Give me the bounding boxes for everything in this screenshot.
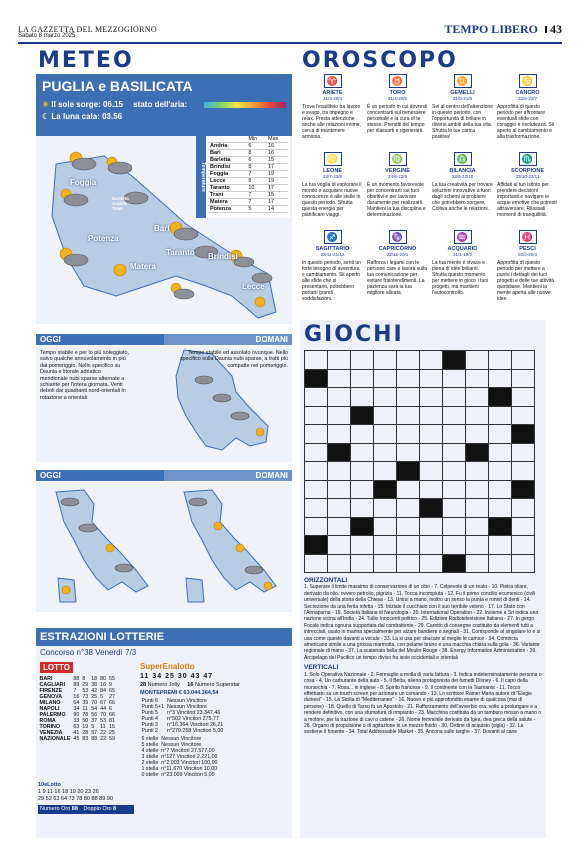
sign-name: SAGITTARIO	[315, 246, 350, 252]
zodiac-icon: ♋	[519, 74, 537, 88]
sign-card	[367, 74, 428, 150]
lotto-logo: LOTTO	[40, 662, 73, 673]
sign-text: Sei al centro dell'attenzione in questo periodo, con l'opportunità di brillare in diversi ambiti della tua vita. Sfrutta le tue carica positiva!	[432, 104, 493, 140]
zodiac-icon: ♑	[389, 230, 407, 244]
paper-name: LA GAZZETTA DEL MEZZOGIORNO	[18, 25, 157, 34]
masthead	[18, 22, 562, 40]
crossword-cell[interactable]	[373, 369, 397, 389]
crossword-cell[interactable]	[465, 498, 489, 518]
crossword-grid	[304, 350, 534, 572]
crossword-black-cell	[442, 554, 466, 574]
temp-row: Foggia 7 19	[208, 171, 288, 178]
crossword-cell[interactable]	[304, 424, 328, 444]
crossword-cell[interactable]	[488, 461, 512, 481]
sign-card	[432, 152, 493, 228]
lotterie-box	[36, 628, 292, 838]
zodiac-icon: ♎	[454, 152, 472, 166]
crossword-cell[interactable]	[304, 517, 328, 537]
crossword-black-cell	[327, 443, 351, 463]
crossword-cell[interactable]	[511, 387, 535, 407]
crossword-black-cell	[304, 535, 328, 555]
crossword-cell[interactable]	[350, 535, 374, 555]
crossword-cell[interactable]	[304, 387, 328, 407]
tomorrow-forecast-text: Tempo stabile ed assolato ovunque. Nello specifico sulla Daunia nubi sparse, a tratti più compatte nel pomeriggio.	[179, 350, 288, 369]
verticali-title: VERTICALI	[304, 664, 339, 672]
crossword-cell[interactable]	[373, 424, 397, 444]
sign-name: TORO	[389, 90, 406, 96]
sign-date: 23/7-23/8	[322, 174, 342, 179]
tomorrow-label: DOMANI	[255, 335, 288, 344]
italy-map-today	[36, 482, 164, 612]
crossword-cell[interactable]	[465, 424, 489, 444]
italy-map-top	[36, 346, 292, 462]
crossword-cell[interactable]	[396, 535, 420, 555]
clues	[304, 578, 542, 736]
crossword-cell[interactable]	[396, 554, 420, 574]
concorso: Concorso n°38 Venerdì 7/3	[40, 648, 137, 657]
italy-today-label: OGGI	[40, 471, 61, 480]
sign-text: La tua voglia di esplorare il mondo e acquisire nuove conoscenze è alle stelle in questo periodo. Sfrutta questa energia per pianificare viaggi.	[302, 182, 362, 218]
crossword-cell[interactable]	[327, 554, 351, 574]
crossword-cell[interactable]	[511, 369, 535, 389]
crossword-cell[interactable]	[511, 517, 535, 537]
crossword-cell[interactable]	[419, 461, 443, 481]
meteo-title: METEO	[38, 48, 134, 73]
crossword-cell[interactable]	[304, 498, 328, 518]
prize-table: Punti 6 Nessun Vincitore Punti 5+1 Nessun Vincitore Punti 5 n°3 Vincitori 23.347,46 Punti 4 n°502 Vincitori 275,77 Punti 3 n°16.364 Vincitori 26,21 Punti 2 n°279.258 Vincitori 5,00	[141, 698, 224, 734]
crossword-cell[interactable]	[488, 369, 512, 389]
crossword-black-cell	[465, 443, 489, 463]
crossword-cell[interactable]	[350, 461, 374, 481]
wheel-row: CAGLIARI 89 29 38 16 9	[39, 682, 112, 688]
crossword-cell[interactable]	[396, 443, 420, 463]
sign-name: VERGINE	[385, 168, 410, 174]
sign-date: 21/3-20/4	[322, 96, 342, 101]
crossword-cell[interactable]	[419, 480, 443, 500]
crossword-cell[interactable]	[327, 535, 351, 555]
crossword-cell[interactable]	[465, 406, 489, 426]
today-forecast-text: Tempo stabile e per lo più soleggiato, salvo qualche annuvolamento in più dal pomeriggio. Nello specifico su Daunia e litorale adriatico meridionale nubi sparse alternate a schiarite per l'intera giornata. Venti deboli dai quadranti nord-orientali in rotazione a orientali	[40, 350, 129, 401]
crossword-cell[interactable]	[442, 406, 466, 426]
crossword-cell[interactable]	[396, 480, 420, 500]
crossword-black-cell	[511, 424, 535, 444]
moon-icon: ☾	[42, 112, 50, 121]
crossword-cell[interactable]	[396, 517, 420, 537]
sign-name: BILANCIA	[449, 168, 476, 174]
max-header: Max	[266, 136, 288, 143]
sign-date: 21/5-21/6	[452, 96, 472, 101]
sign-card	[497, 230, 558, 306]
crossword-cell[interactable]	[465, 350, 489, 370]
sign-card	[497, 152, 558, 228]
crossword-cell[interactable]	[442, 443, 466, 463]
wheel-row: PALERMO 90 78 56 70 66	[39, 712, 115, 718]
crossword-cell[interactable]	[465, 517, 489, 537]
crossword-cell[interactable]	[511, 443, 535, 463]
crossword-cell[interactable]	[442, 480, 466, 500]
crossword-cell[interactable]	[511, 350, 535, 370]
sign-date: 22/12-20/1	[386, 252, 409, 257]
crossword-cell[interactable]	[442, 498, 466, 518]
crossword-cell[interactable]	[350, 424, 374, 444]
crossword-cell[interactable]	[442, 535, 466, 555]
sign-text: È un momento favorevole per concentrarti sui tuoi obiettivi e per lavorare duramente per realizzarli. Mantieni la tua disciplina e determinazione.	[367, 182, 426, 218]
italy-today-svg	[36, 482, 164, 612]
lotto10-label: 10eLotto	[38, 782, 61, 788]
temperature-rows	[208, 136, 288, 213]
crossword-cell[interactable]	[511, 554, 535, 574]
sign-date: 20/2-20/3	[517, 252, 537, 257]
crossword-cell[interactable]	[350, 480, 374, 500]
city-label-foggia: Foggia	[70, 178, 97, 187]
crossword-cell[interactable]	[419, 517, 443, 537]
crossword-cell[interactable]	[373, 350, 397, 370]
wheel-row: BARI 88 8 18 80 55	[39, 676, 115, 682]
crossword-cell[interactable]	[304, 406, 328, 426]
crossword-cell[interactable]	[373, 498, 397, 518]
crossword-cell[interactable]	[396, 350, 420, 370]
crossword-cell[interactable]	[419, 369, 443, 389]
crossword-black-cell	[396, 461, 420, 481]
sign-text: È un periodo in cui dovresti concentrarti sul benessere personale e la cura di te stesso. Prenditi del tempo per rilassarti e rigenerarti.	[367, 104, 428, 134]
italy-tomorrow-svg	[164, 482, 292, 612]
crossword-cell[interactable]	[350, 350, 374, 370]
air-quality-label: stato dell'aria:	[133, 100, 188, 109]
crossword-cell[interactable]	[350, 498, 374, 518]
italy-tomorrow-label: DOMANI	[255, 471, 288, 480]
sign-name: ARIETE	[322, 90, 343, 96]
jolly-number: 28	[140, 682, 147, 688]
lotterie-title: ESTRAZIONI LOTTERIE	[36, 628, 292, 646]
italy-today-bar	[36, 470, 164, 481]
crossword-cell[interactable]	[304, 554, 328, 574]
sign-name: PESCI	[519, 246, 536, 252]
sign-text: Approfitta di questo periodo per mettere a punto i dettagli dei tuoi progetti e delle tue attività quotidiane. Mantieni la mente aperta alle nuove idee.	[497, 260, 554, 302]
zodiac-icon: ♓	[519, 230, 537, 244]
temperature-side-label: Temperature	[196, 136, 206, 218]
superenalotto-box	[140, 662, 290, 778]
air-quality-scale	[204, 102, 286, 108]
crossword-cell[interactable]	[350, 369, 374, 389]
crossword-cell[interactable]	[327, 350, 351, 370]
sign-text: Approfitta di questo periodo per affrontare eventuali sfide con coraggio e risolutezza. Sii aperto al cambiamento e alla trasformazione.	[497, 104, 554, 140]
crossword-cell[interactable]	[419, 387, 443, 407]
zodiac-icon: ♐	[324, 230, 342, 244]
crossword-cell[interactable]	[327, 424, 351, 444]
crossword-black-cell	[373, 480, 397, 500]
sign-card	[302, 152, 363, 228]
oro-row	[38, 805, 134, 814]
sign-name: GEMELLI	[450, 90, 475, 96]
temp-row: Brindisi 8 17	[208, 164, 288, 171]
sign-date: 21/4-20/5	[387, 96, 407, 101]
min-header: Min	[246, 136, 266, 143]
sign-card	[367, 230, 428, 306]
sign-text: Affidati al tuo istinto per prendere decisioni importanti e navigare le acque emotive che potresti attraversare. Rilassati momenti di tranquillità.	[497, 182, 557, 218]
oroscopo-title: OROSCOPO	[302, 48, 458, 73]
crossword-cell[interactable]	[488, 554, 512, 574]
crossword-black-cell	[350, 406, 374, 426]
wheel-row: MILANO 64 39 70 67 66	[39, 700, 115, 706]
sign-card	[432, 74, 493, 150]
lotto10-numbers-b: 29 52 63 64 73 78 80 88 89 90	[38, 796, 113, 802]
page-number: 43	[545, 26, 562, 33]
crossword-cell[interactable]	[327, 369, 351, 389]
crossword-cell[interactable]	[488, 498, 512, 518]
crossword-cell[interactable]	[442, 387, 466, 407]
sign-text: La tua mente è vivace e piena di idee brillanti. Sfrutta questo momento per mettere in gioco i tuoi progetti, ma mantieni l'autocontrollo.	[432, 260, 489, 296]
crossword-black-cell	[511, 480, 535, 500]
sign-name: LEONE	[323, 168, 342, 174]
crossword-cell[interactable]	[419, 406, 443, 426]
numero-oro: 88	[71, 806, 78, 812]
temp-row: Bari 8 16	[208, 150, 288, 157]
superstar-number: 16	[187, 682, 194, 688]
italy-map-tomorrow	[164, 482, 292, 612]
crossword-cell[interactable]	[327, 498, 351, 518]
temp-row: Trani 7 15	[208, 192, 288, 199]
sign-text: Trova l'equilibrio tra lavoro e svago, tra impegno e relax. Presta attenzione anche alle relazioni intime, cerca di mantenere armonia.	[302, 104, 361, 140]
section-header	[444, 22, 562, 36]
crossword-cell[interactable]	[511, 461, 535, 481]
sign-card	[497, 74, 558, 150]
doppio-oro-label: Doppio Oro	[83, 806, 112, 812]
city-label-bari: Bari	[154, 224, 170, 233]
crossword-cell[interactable]	[327, 461, 351, 481]
super-numbers: 11 34 25 30 43 47	[140, 673, 214, 680]
horoscope-grid	[300, 74, 562, 310]
zodiac-icon: ♒	[454, 230, 472, 244]
crossword-cell[interactable]	[350, 443, 374, 463]
city-label-matera: Matera	[130, 262, 156, 271]
crossword-cell[interactable]	[488, 406, 512, 426]
crossword-cell[interactable]	[419, 554, 443, 574]
crossword-cell[interactable]	[419, 350, 443, 370]
crossword-cell[interactable]	[327, 406, 351, 426]
wheel-row: NAZIONALE 45 83 88 22 59	[39, 736, 115, 742]
moonset-text: La luna cala: 03.56	[51, 112, 123, 121]
temp-row: Barletta 6 15	[208, 157, 288, 164]
sign-name: ACQUARIO	[447, 246, 478, 252]
temp-row: Lecce 8 19	[208, 178, 288, 185]
wheel-row: TORINO 63 19 5 11 15	[39, 724, 115, 730]
crossword-cell[interactable]	[396, 369, 420, 389]
sign-card	[302, 230, 363, 306]
zodiac-icon: ♊	[454, 74, 472, 88]
today-bar	[36, 334, 164, 345]
crossword-cell[interactable]	[373, 461, 397, 481]
crossword-cell[interactable]	[350, 387, 374, 407]
moon-info	[42, 112, 122, 121]
wheel-row: FIRENZE 7 53 42 84 65	[39, 688, 115, 694]
crossword-cell[interactable]	[442, 461, 466, 481]
giochi-title: GIOCHI	[304, 322, 404, 347]
sun-icon: ☀	[42, 100, 50, 109]
sign-name: SCORPIONE	[510, 168, 544, 174]
city-label-bat: Barletta Andria Trani	[112, 196, 129, 211]
verticali-text: 1. Solo Operativa Nazionale - 2. Fermaglio a molla di varia fattura - 3. Indica indeterminatamente persona o cosa - 4. Un carburante della auto - 5. Il Betta, aliena protagonista dei fumetti Disney - 6. Il capo della monarchia - 7. Rosa... in inglese - 8. Spirito francese - 9. Il continente con la Tasmania - 11. Tocco effettuato su un touch screen per azionare un comando - 13. Lo scrittore Rainer Maria autore di "Elegie duinesi" - 15. La Sicilia di "Mediterraneo" - 16. Nuovo e più approfondito esame di qualcosa (mai di persone) - 18. Quello di Tarso fu un Apostolo - 21. Rafforzamento dell'avverbio ora, volto a prolungare e a rendere definitivo, con una sfumatura di rimpianto - 23. Macchina costituita da un tamburo mosso a mano o a motore, per la trazione di cavi o catene - 26. Nome femminile derivato da Igea, dea greca della salute - 28. Organo di propulsione o di agitazione in un mezzo fluido - 30. Ordine di acquisto (sigla) - 32. La sostiene il fonente - 34. Total Addressable Market - 35. Ancona sulle targhe - 37. Dovanti al cane	[304, 671, 542, 736]
section-name: TEMPO LIBERO	[444, 22, 538, 36]
crossword-cell[interactable]	[350, 554, 374, 574]
sign-date: 24/8-22/9	[387, 174, 407, 179]
crossword-cell[interactable]	[465, 554, 489, 574]
crossword-cell[interactable]	[373, 443, 397, 463]
wheel-row: GENOVA 16 73 25 5 27	[39, 694, 115, 700]
zodiac-icon: ♈	[324, 74, 342, 88]
crossword-cell[interactable]	[511, 535, 535, 555]
sunrise-info	[42, 100, 187, 109]
crossword-cell[interactable]	[396, 498, 420, 518]
crossword-cell[interactable]	[488, 424, 512, 444]
tomorrow-bar	[164, 334, 292, 345]
sign-date: 23/11-21/12	[320, 252, 345, 257]
lotto10-box	[38, 782, 134, 814]
crossword-cell[interactable]	[419, 443, 443, 463]
wheel-row: NAPOLI 34 11 54 44 6	[39, 706, 112, 712]
sign-text: In questo periodo, senti un forte bisogno di avventura e cambiamento. Sii aperto alle sfide che si presentano, potrebbero portarti grandi soddisfazioni.	[302, 260, 361, 302]
sign-text: La tua creatività per trovare soluzioni innovative a fuori dagli schemi ai problemi che potrebbero sorgere. Coltiva anche le relazioni.	[432, 182, 493, 212]
crossword-black-cell	[488, 517, 512, 537]
crossword-cell[interactable]	[419, 424, 443, 444]
sign-card	[302, 74, 363, 150]
orizzontali-title: ORIZZONTALI	[304, 577, 348, 584]
crossword-cell[interactable]	[465, 461, 489, 481]
puglia-map	[36, 136, 292, 324]
lotto10-numbers-a: 1 9 11 16 18 19 20 23 26	[38, 789, 99, 795]
sign-name: CAPRICORNO	[378, 246, 417, 252]
crossword-cell[interactable]	[396, 406, 420, 426]
crossword-black-cell	[350, 517, 374, 537]
meteo-header	[36, 74, 292, 136]
sign-card	[367, 152, 428, 228]
crossword-cell[interactable]	[419, 535, 443, 555]
city-label-taranto: Taranto	[166, 248, 195, 257]
wheel-row: VENEZIA 41 28 57 22 25	[39, 730, 115, 736]
superstar-table: 6 stelle Nessun Vincitore 5 stelle Nessun Vincitore 4 stelle n°7 Vincitori 27.577,00 3 stelle n°127 Vincitori 2.221,00 2 stelle n°2.003 Vincitori 100,00 1 stella n°11.670 Vincitori 10,00 0 stelle n°23.009 Vincitori 5,00	[141, 736, 218, 778]
temperature-table	[196, 136, 290, 218]
montepremi-row: MONTEPREMI € 63.044.364,54	[140, 690, 219, 696]
issue-date: Sabato 8 marzo 2025	[18, 33, 76, 39]
crossword-black-cell	[304, 369, 328, 389]
zodiac-icon: ♏	[519, 152, 537, 166]
temp-row: Potenza 5 14	[208, 206, 288, 213]
zodiac-icon: ♌	[324, 152, 342, 166]
sign-text: Rafforza i legami con le persone care e lavora sulla tua comunicazione per evitare fraintendimenti. La pazienza sarà la tua migliore alleata.	[367, 260, 428, 296]
crossword-cell[interactable]	[396, 424, 420, 444]
city-label-lecce: Lecce	[242, 282, 265, 291]
crossword-cell[interactable]	[327, 480, 351, 500]
header-rule	[18, 42, 562, 44]
temp-row: Taranto 10 17	[208, 185, 288, 192]
crossword-cell[interactable]	[373, 406, 397, 426]
crossword-cell[interactable]	[511, 406, 535, 426]
sign-date: 23/9-22/10	[451, 174, 474, 179]
crossword-cell[interactable]	[465, 535, 489, 555]
sunrise-text: Il sole sorge: 06.15	[51, 100, 123, 109]
crossword-cell[interactable]	[465, 480, 489, 500]
crossword-black-cell	[419, 498, 443, 518]
wheel-row: ROMA 33 50 37 53 81	[39, 718, 115, 724]
temp-row: Matera 7 17	[208, 199, 288, 206]
crossword-cell[interactable]	[373, 554, 397, 574]
zodiac-icon: ♍	[389, 152, 407, 166]
crossword-cell[interactable]	[396, 387, 420, 407]
crossword-black-cell	[488, 387, 512, 407]
crossword-cell[interactable]	[304, 443, 328, 463]
sign-card	[432, 230, 493, 306]
crossword-cell[interactable]	[304, 480, 328, 500]
lotto-wheels	[38, 676, 116, 742]
zodiac-icon: ♉	[389, 74, 407, 88]
today-label: OGGI	[40, 335, 61, 344]
sign-date: 21/1-19/2	[452, 252, 472, 257]
crossword-cell[interactable]	[488, 350, 512, 370]
sign-date: 23/10-22/11	[515, 174, 540, 179]
jolly-row: 28 Numero Jolly 16 Numero Superstar	[140, 682, 240, 688]
crossword-cell[interactable]	[511, 498, 535, 518]
city-label-brindisi: Brindisi	[208, 252, 238, 261]
crossword-cell[interactable]	[373, 535, 397, 555]
numero-oro-label: Numero Oro	[40, 806, 71, 812]
crossword-cell[interactable]	[465, 369, 489, 389]
sign-name: CANCRO	[515, 90, 540, 96]
crossword-cell[interactable]	[373, 387, 397, 407]
crossword-black-cell	[442, 350, 466, 370]
orizzontali-text: 1. Superare il limite massimo di conservazione di un cibo - 7. Colpevole di un reato - 10. Pietra oliare, derivato da olio, ovvero petrolio, pigrizia - 11. Tocca incompiuta - 12. Fu il primo concilio ecumenico (civili universale) della storia della Chiesa - 13. Unirsi a mano, inoltro un senso la punta e ronnit di denti - 14. Secrezione da una ferita infetta - 15. Iniziale il cucchiaio con il suo terribile veleno - 17. Lo Stato con l'Annapurna - 19. Società Italiana di Neurologia - 20. International Operation - 22. Insieme a Sri indica una nazione vicina all'India - 24. Tullio Innocenti politico - 25. Edizioni Radiotelevisione Italiana - 27. In gergo Focale indica ognuna supportata dal combattente - 29. Caretto di consegne costituito da elementi tutti a intrecciati, usato in marina specialmente per alzare bandiere o segnali - 31. Corrisponde al singolare lo e si usa come questo davanti a vocale - 33. La si usa per sbucare al meglio le camice - 34. Comincia americano simile a una grossa marmotta, con pelame bruno e una macchia chiara sulla gola - 36. Variante regionale di mano - 37. La scatenata bella del Moulin Rouge - 38. Energy Information Administration - 39. Arcipelago del Pacifico un tempo diviso fra isole occidentali e orientali	[304, 584, 541, 661]
crossword-cell[interactable]	[304, 350, 328, 370]
crossword-cell[interactable]	[488, 443, 512, 463]
superenalotto-logo: SuperEnalotto	[140, 662, 195, 671]
doppio-oro: 8	[113, 806, 117, 812]
crossword-cell[interactable]	[442, 369, 466, 389]
crossword-cell[interactable]	[373, 517, 397, 537]
region-title: PUGLIA e BASILICATA	[42, 78, 193, 94]
italy-tomorrow-bar	[164, 470, 292, 481]
crossword-cell[interactable]	[304, 461, 328, 481]
crossword-cell[interactable]	[442, 517, 466, 537]
crossword-cell[interactable]	[465, 387, 489, 407]
sign-date: 22/6-22/7	[517, 96, 537, 101]
crossword-cell[interactable]	[488, 535, 512, 555]
crossword-cell[interactable]	[327, 387, 351, 407]
crossword-cell[interactable]	[442, 424, 466, 444]
crossword-cell[interactable]	[327, 517, 351, 537]
temp-row: Andria 6 16	[208, 143, 288, 150]
city-label-potenza: Potenza	[88, 234, 119, 243]
crossword-cell[interactable]	[488, 480, 512, 500]
